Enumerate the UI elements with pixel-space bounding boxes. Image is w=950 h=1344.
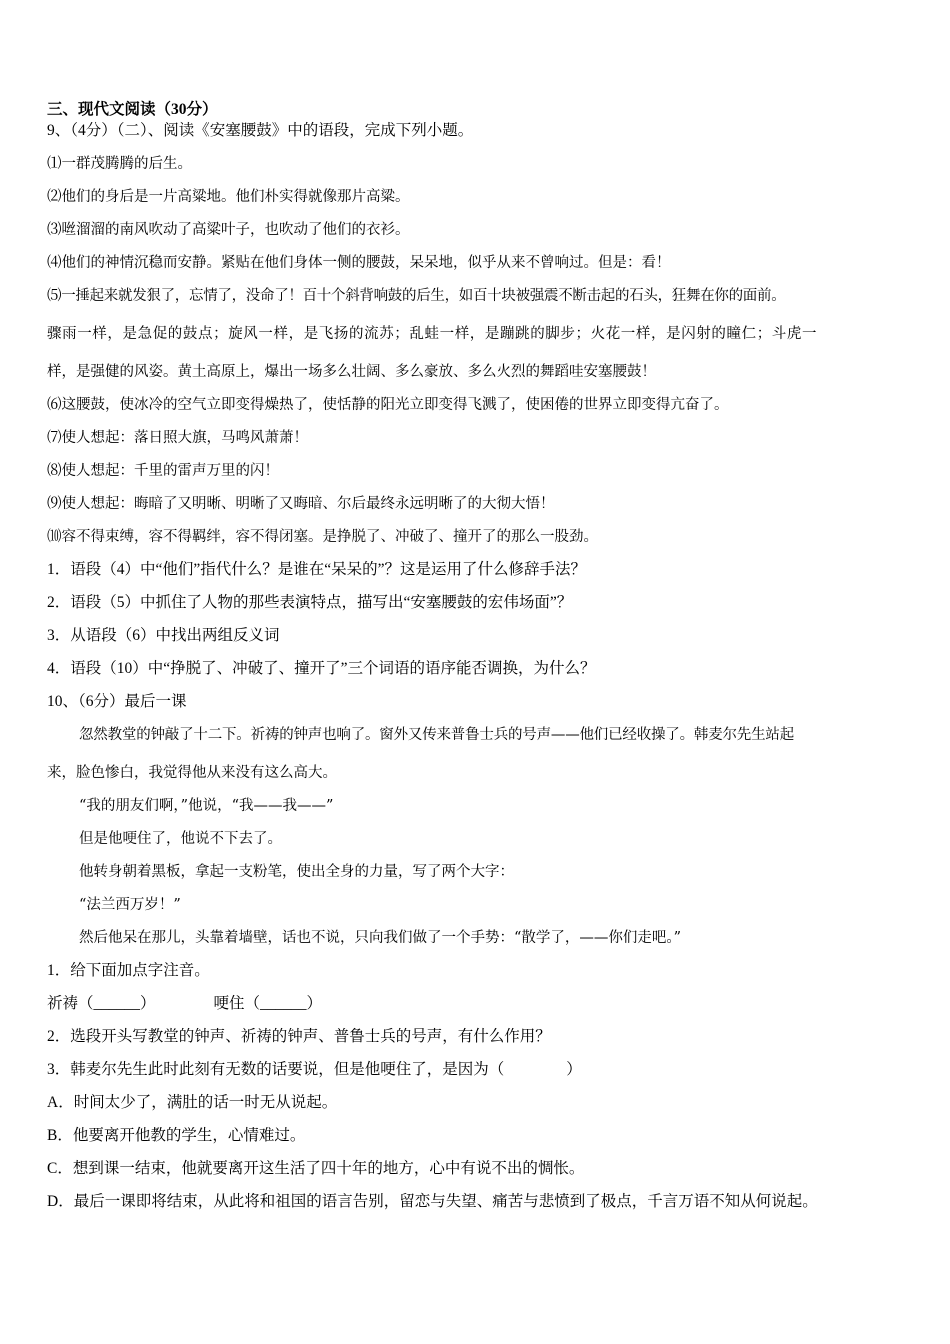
q10-passage-line7: 然后他呆在那儿，头靠着墙壁，话也不说，只向我们做了一个手势：“散学了，——你们走吧。” xyxy=(79,930,682,946)
q9-para-3: ⑶咝溜溜的南风吹动了高粱叶子，也吹动了他们的衣衫。 xyxy=(47,222,410,238)
q10-question-3: 3．韩麦尔先生此时此刻有无数的话要说，但是他哽住了，是因为（ ） xyxy=(47,1061,582,1078)
q9-header: 9、（4分）（二）、阅读《安塞腰鼓》中的语段，完成下列小题。 xyxy=(47,122,474,139)
document-page xyxy=(47,100,917,1212)
q10-option-b: B．他要离开他教的学生，心情难过。 xyxy=(47,1127,306,1144)
q9-para-10: ⑽容不得束缚，容不得羁绊，容不得闭塞。是挣脱了、冲破了、撞开了的那么一股劲。 xyxy=(47,529,598,545)
q10-option-a: A．时间太少了，满肚的话一时无从说起。 xyxy=(47,1094,338,1111)
q9-para-6: ⑹这腰鼓，使冰冷的空气立即变得燥热了，使恬静的阳光立即变得飞溅了，使困倦的世界立即变得亢奋了。 xyxy=(47,397,729,413)
q10-header: 10、（6分）最后一课 xyxy=(47,693,187,710)
q9-para-8: ⑻使人想起：千里的雷声万里的闪！ xyxy=(47,463,279,479)
q9-para-2: ⑵他们的身后是一片高粱地。他们朴实得就像那片高粱。 xyxy=(47,189,410,205)
q9-para-5-line2: 骤雨一样，是急促的鼓点；旋风一样，是飞扬的流苏；乱蛙一样，是蹦跳的脚步；火花一样，是闪射的瞳仁；斗虎一 xyxy=(47,326,818,342)
blank-gengzhu: 哽住（______） xyxy=(213,995,323,1012)
q9-para-1: ⑴一群茂腾腾的后生。 xyxy=(47,156,192,172)
q9-para-4: ⑷他们的神情沉稳而安静。紧贴在他们身体一侧的腰鼓，呆呆地，似乎从来不曾响过。但是：看！ xyxy=(47,255,671,271)
q10-passage-line6: “法兰西万岁！” xyxy=(79,897,181,913)
q10-passage-line2: 来，脸色惨白，我觉得他从来没有这么高大。 xyxy=(47,765,337,781)
q9-para-9: ⑼使人想起：晦暗了又明晰、明晰了又晦暗、尔后最终永远明晰了的大彻大悟！ xyxy=(47,496,555,512)
q10-question-1: 1．给下面加点字注音。 xyxy=(47,962,210,979)
q9-question-1: 1．语段（4）中“他们”指代什么？是谁在“呆呆的”？这是运用了什么修辞手法？ xyxy=(47,561,587,578)
q10-question-2: 2．选段开头写教堂的钟声、祈祷的钟声、普鲁士兵的号声，有什么作用？ xyxy=(47,1028,551,1045)
q9-question-2: 2．语段（5）中抓住了人物的那些表演特点，描写出“安塞腰鼓的宏伟场面”？ xyxy=(47,594,573,611)
q10-passage-line4: 但是他哽住了，他说不下去了。 xyxy=(79,831,282,847)
q10-passage-line3: “我的朋友们啊，”他说，“我——我——” xyxy=(79,798,334,814)
blank-qidao: 祈祷（______） xyxy=(47,995,156,1012)
q10-option-c: C．想到课一结束，他就要离开这生活了四十年的地方，心中有说不出的惆怅。 xyxy=(47,1160,585,1177)
q9-para-5-line3: 样，是强健的风姿。黄土高原上，爆出一场多么壮阔、多么豪放、多么火烈的舞蹈哇安塞腰鼓！ xyxy=(47,364,656,380)
q10-option-d: D．最后一课即将结束，从此将和祖国的语言告别，留恋与失望、痛苦与悲愤到了极点，千言万语不知从何说起。 xyxy=(47,1193,818,1210)
q9-para-7: ⑺使人想起：落日照大旗，马鸣风萧萧！ xyxy=(47,430,308,446)
q10-passage-line5: 他转身朝着黑板，拿起一支粉笔，使出全身的力量，写了两个大字： xyxy=(79,864,514,880)
q9-question-3: 3．从语段（6）中找出两组反义词 xyxy=(47,627,280,644)
q9-para-5-line1: ⑸一捶起来就发狠了，忘情了，没命了！百十个斜背响鼓的后生，如百十块被强震不断击起的石头，狂舞在你的面前。 xyxy=(47,288,786,304)
q9-question-4: 4．语段（10）中“挣脱了、冲破了、撞开了”三个词语的语序能否调换，为什么？ xyxy=(47,660,596,677)
q10-passage-line1: 忽然教堂的钟敲了十二下。祈祷的钟声也响了。窗外又传来普鲁士兵的号声——他们已经收操了。韩麦尔先生站起 xyxy=(79,727,794,743)
q10-pinyin-blanks xyxy=(47,994,917,1014)
section-title: 三、现代文阅读（30分） xyxy=(47,101,218,118)
